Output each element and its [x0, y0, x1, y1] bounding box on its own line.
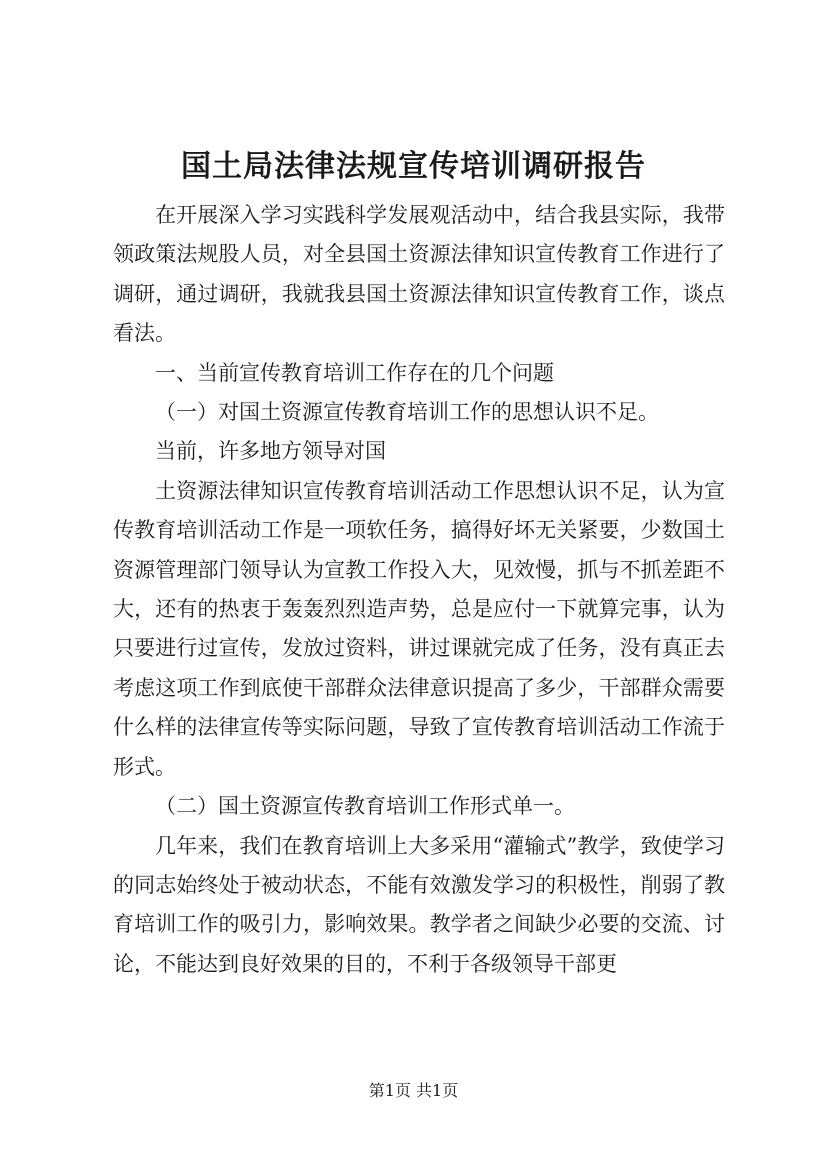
subsection-heading-1: （一）对国土资源宣传教育培训工作的思想认识不足。	[155, 400, 659, 425]
section-heading-1: 一、当前宣传教育培训工作存在的几个问题	[155, 360, 554, 385]
document-title: 国土局法律法规宣传培训调研报告	[181, 149, 646, 184]
paragraph-training: 几年来，我们在教育培训上大多采用“灌输式”教学，致使学习的同志始终处于被动状态，不能有效激发学习的积极性，削弱了教育培训工作的吸引力，影响效果。教学者之间缺少必要的交流、讨论，不能达到良好效果的目的，不利于各级领导干部更	[113, 833, 725, 976]
page-number: 第1页 共1页	[368, 1081, 459, 1100]
document-body	[113, 196, 725, 984]
paragraph-intro: 在开展深入学习实践科学发展观活动中，结合我县实际，我带领政策法规股人员，对全县国土资源法律知识宣传教育工作进行了调研，通过调研，我就我县国土资源法律知识宣传教育工作，谈点看法。	[113, 203, 725, 346]
subsection-heading-2: （二）国土资源宣传教育培训工作形式单一。	[155, 794, 575, 819]
paragraph-awareness: 土资源法律知识宣传教育培训活动工作思想认识不足，认为宣传教育培训活动工作是一项软任务，搞得好坏无关紧要，少数国土资源管理部门领导认为宣教工作投入大，见效慢，抓与不抓差距不大，还有的热衷于轰轰烈烈造声势，总是应付一下就算完事，认为只要进行过宣传，发放过资料，讲过课就完成了任务，没有真正去考虑这项工作到底使干部群众法律意识提高了多少，干部群众需要什么样的法律宣传等实际问题，导致了宣传教育培训活动工作流于形式。	[113, 478, 725, 779]
paragraph-current: 当前，许多地方领导对国	[155, 439, 386, 464]
